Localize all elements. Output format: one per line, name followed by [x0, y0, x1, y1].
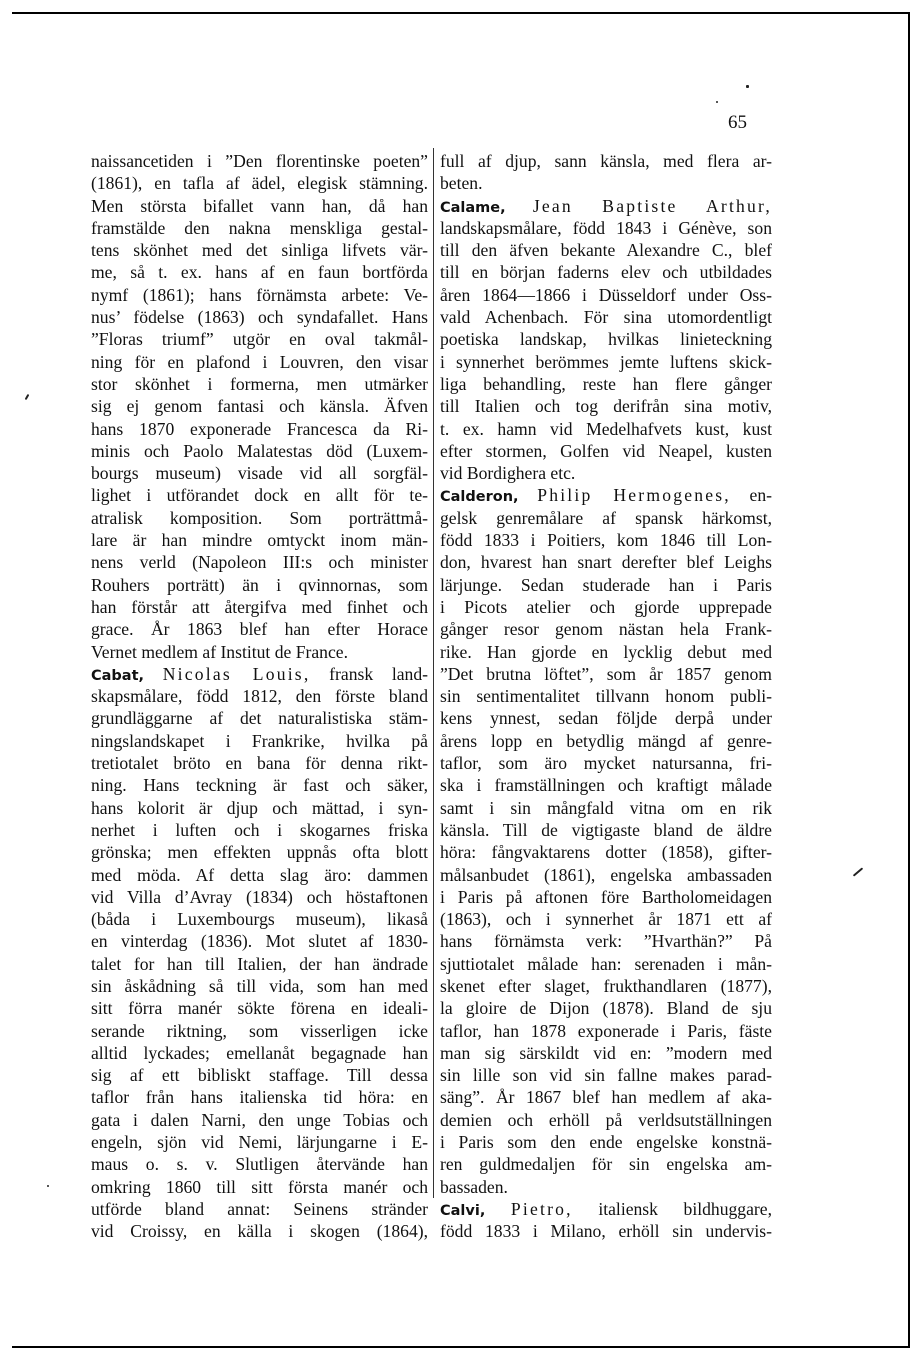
text-line: tens skönhet med det sinliga lifvets vär- [91, 240, 428, 261]
text-line: engeln, sjön vid Nemi, lärjungarne i E- [91, 1132, 428, 1153]
entry-text: en- [749, 485, 772, 506]
text-line: la gloire de Dijon (1878). Bland de sju [440, 998, 772, 1019]
text-line: atralisk komposition. Som porträttmå- [91, 507, 428, 528]
text-line: hans kolorit är djup och mättad, i syn- [91, 797, 428, 818]
text-line: ”Det brutna löftet”, som år 1857 genom [440, 663, 772, 684]
text-line: i synnerhet berömmes jemte luftens skick- [440, 351, 772, 372]
text-line: Men största bifallet vann han, då han [91, 195, 428, 216]
text-line: gelsk genremålare af spansk härkomst, [440, 507, 772, 528]
text-line: lighet i utförandet dock en allt för te- [91, 485, 428, 506]
entry-headword: Calvi, [440, 1202, 486, 1219]
text-line: höra: fångvaktarens dotter (1858), gifter- [440, 842, 772, 863]
text-line: grundläggarne af det naturalistiska stäm- [91, 708, 428, 729]
text-line: efter stormen, Golfen vid Neapel, kusten [440, 440, 772, 461]
text-line [91, 663, 428, 685]
text-line: i Picots atelier och gjorde upprepade [440, 596, 772, 617]
text-line: grönska; men effekten uppnås ofta blott [91, 842, 428, 863]
text-line: ”Floras triumf” utgör en oval takmål- [91, 329, 428, 350]
text-line [440, 195, 772, 217]
text-line: årens lopp en betydlig mängd af genre- [440, 730, 772, 751]
text-line: talet for han till Italien, der han ändrade [91, 953, 428, 974]
text-line: demien och erhöll på verldsutställningen [440, 1109, 772, 1130]
entry-text: fransk land- [329, 663, 428, 684]
text-line: man sig särskildt vid en: ”modern med [440, 1042, 772, 1063]
text-line: bourgs museum) visade vid all sorgfäl- [91, 463, 428, 484]
text-line: bassaden. [440, 1176, 508, 1197]
text-line: vid Bordighera etc. [440, 463, 576, 484]
text-line: samt i sin mångfald vitna om en rik [440, 797, 772, 818]
text-line: ren guldmedaljen för sin engelska am- [440, 1154, 772, 1175]
text-line [440, 484, 772, 506]
text-line: framstälde den nakna menskliga gestal- [91, 217, 428, 238]
text-line: ningslandskapet i Frankrike, hvilka på [91, 730, 428, 751]
text-line: sin lille son vid sin fallne makes parad- [440, 1065, 772, 1086]
text-line: vid Villa d’Avray (1834) och höstaftonen [91, 886, 428, 907]
text-line: vid Croissy, en källa i skogen (1864), [91, 1221, 428, 1242]
text-line: (1863), och i synnerhet år 1871 ett af [440, 909, 772, 930]
text-line: kens ynnest, sedan följde derpå under [440, 708, 772, 729]
text-line: sitt förra manér sökte förena en ideali- [91, 998, 428, 1019]
text-line [440, 1198, 772, 1220]
text-line: lare är han mindre omtyckt inom män- [91, 530, 428, 551]
text-line: i Paris som den ende engelske konstnä- [440, 1132, 772, 1153]
text-line: rike. Han gjorde en lycklig debut med [440, 641, 772, 662]
text-line: målsanbudet (1861), engelska ambassaden [440, 864, 772, 885]
text-line: tretiotalet bröto en bana för denna rikt- [91, 753, 428, 774]
text-line: grace. År 1863 blef han efter Horace [91, 619, 428, 640]
text-line: taflor från hans italienska tid höra: en [91, 1087, 428, 1108]
text-line: till den äfven bekante Alexandre C., blef [440, 240, 772, 261]
entry-text: italiensk bildhuggare, [598, 1198, 772, 1219]
text-line: nerhet i luften och i skogarnes friska [91, 819, 428, 840]
text-line: gånger resor genom nästan hela Frank- [440, 619, 772, 640]
entry-name: Nicolas Louis, [162, 663, 311, 684]
text-line: säng”. År 1867 blef han medlem af aka- [440, 1087, 772, 1108]
text-line: liga behandling, reste han flere gånger [440, 373, 772, 394]
text-line: maus o. s. v. Slutligen återvände han [91, 1154, 428, 1175]
right-column [440, 150, 772, 1243]
text-line: med möda. Af detta slag äro: dammen [91, 864, 428, 885]
text-line: Rouhers porträtt) än i qvinnornas, som [91, 574, 428, 595]
entry-name: Jean Baptiste Arthur, [532, 195, 772, 216]
text-line: sjuttiotalet målade han: serenaden i mån- [440, 953, 772, 974]
text-line: sin åskådning så till vida, som han med [91, 975, 428, 996]
text-line: i Paris på aftonen före Bartholomeidagen [440, 886, 772, 907]
text-line: känsla. Till de vigtigaste bland de äldre [440, 819, 772, 840]
text-line: sig ej genom fantasi och känsla. Äfven [91, 396, 428, 417]
text-line: gata i dalen Narni, den unge Tobias och [91, 1109, 428, 1130]
text-line: skenet efter slaget, frukthandlaren (1877), [440, 975, 772, 996]
text-line: landskapsmålare, född 1843 i Génève, son [440, 217, 772, 238]
text-line: (1861), en tafla af ädel, elegisk stämning. [91, 173, 428, 194]
page-number: 65 [728, 112, 747, 133]
column-divider [433, 148, 434, 1198]
text-line: serande riktning, som visserligen icke [91, 1020, 428, 1041]
text-line: född 1833 i Poitiers, kom 1846 till Lon- [440, 530, 772, 551]
text-line: (båda i Luxembourgs museum), likaså [91, 909, 428, 930]
text-line: till Italien och tog derifrån sina motiv, [440, 396, 772, 417]
text-line: don, hvarest han snart derefter blef Leighs [440, 552, 772, 573]
text-line: ska i framställningen och kraftigt målade [440, 775, 772, 796]
text-line: naissancetiden i ”Den florentinske poeten” [91, 151, 428, 171]
text-line: nymf (1861); hans förnämsta arbete: Ve- [91, 284, 428, 305]
text-line: taflor, som äro mycket natursanna, fri- [440, 753, 772, 774]
text-line: sin sentimentalitet tillvann honom publi- [440, 686, 772, 707]
text-line: hans 1870 exponerade Francesca da Ri- [91, 418, 428, 439]
text-line: lärjunge. Sedan studerade han i Paris [440, 574, 772, 595]
text-line: skapsmålare, född 1812, den förste bland [91, 686, 428, 707]
text-line: t. ex. hamn vid Medelhafvets kust, kust [440, 418, 772, 439]
text-line: minis och Paolo Malatestas död (Luxem- [91, 440, 428, 461]
text-line: han förstår att återgifva med finhet och [91, 596, 428, 617]
text-line: ning. Hans teckning är fast och säker, [91, 775, 428, 796]
text-line: beten. [440, 173, 483, 194]
text-line: stor skönhet i formerna, men utmärker [91, 373, 428, 394]
text-line: hans förnämsta verk: ”Hvarthän?” På [440, 931, 772, 952]
entry-name: Pietro, [510, 1198, 573, 1219]
text-line: taflor, han 1878 exponerade i Paris, fäste [440, 1020, 772, 1041]
entry-headword: Cabat, [91, 667, 145, 684]
text-line: me, så t. ex. hans af en faun bortförda [91, 262, 428, 283]
entry-name: Philip Hermogenes, [537, 485, 731, 506]
print-speck [716, 101, 718, 103]
text-line: en vinterdag (1836). Mot slutet af 1830- [91, 931, 428, 952]
entry-headword: Calderon, [440, 489, 519, 506]
text-line: Vernet medlem af Institut de France. [91, 641, 348, 662]
text-line: nens verld (Napoleon III:s och minister [91, 552, 428, 573]
text-line: nus’ födelse (1863) och syndafallet. Hans [91, 307, 428, 328]
text-line: åren 1864—1866 i Düsseldorf under Oss- [440, 284, 772, 305]
print-speck [746, 85, 749, 88]
text-line: ning för en plafond i Louvren, den visar [91, 351, 428, 372]
left-column [91, 150, 428, 1243]
print-speck [47, 1185, 49, 1187]
text-line: alltid lyckades; emellanåt begagnade han [91, 1042, 428, 1063]
text-line: till en början faderns elev och utbildades [440, 262, 772, 283]
text-line: omkring 1860 till sitt första manér och [91, 1176, 428, 1197]
text-line: poetiska landskap, hvilkas linieteckning [440, 329, 772, 350]
text-line: full af djup, sann känsla, med flera ar- [440, 151, 772, 171]
text-line: vald Achenbach. För sina utomordentligt [440, 307, 772, 328]
text-line: född 1833 i Milano, erhöll sin undervis- [440, 1221, 772, 1242]
text-line: sig af ett bibliskt staffage. Till dessa [91, 1065, 428, 1086]
entry-headword: Calame, [440, 199, 506, 216]
text-line: utförde bland annat: Seinens stränder [91, 1198, 428, 1219]
